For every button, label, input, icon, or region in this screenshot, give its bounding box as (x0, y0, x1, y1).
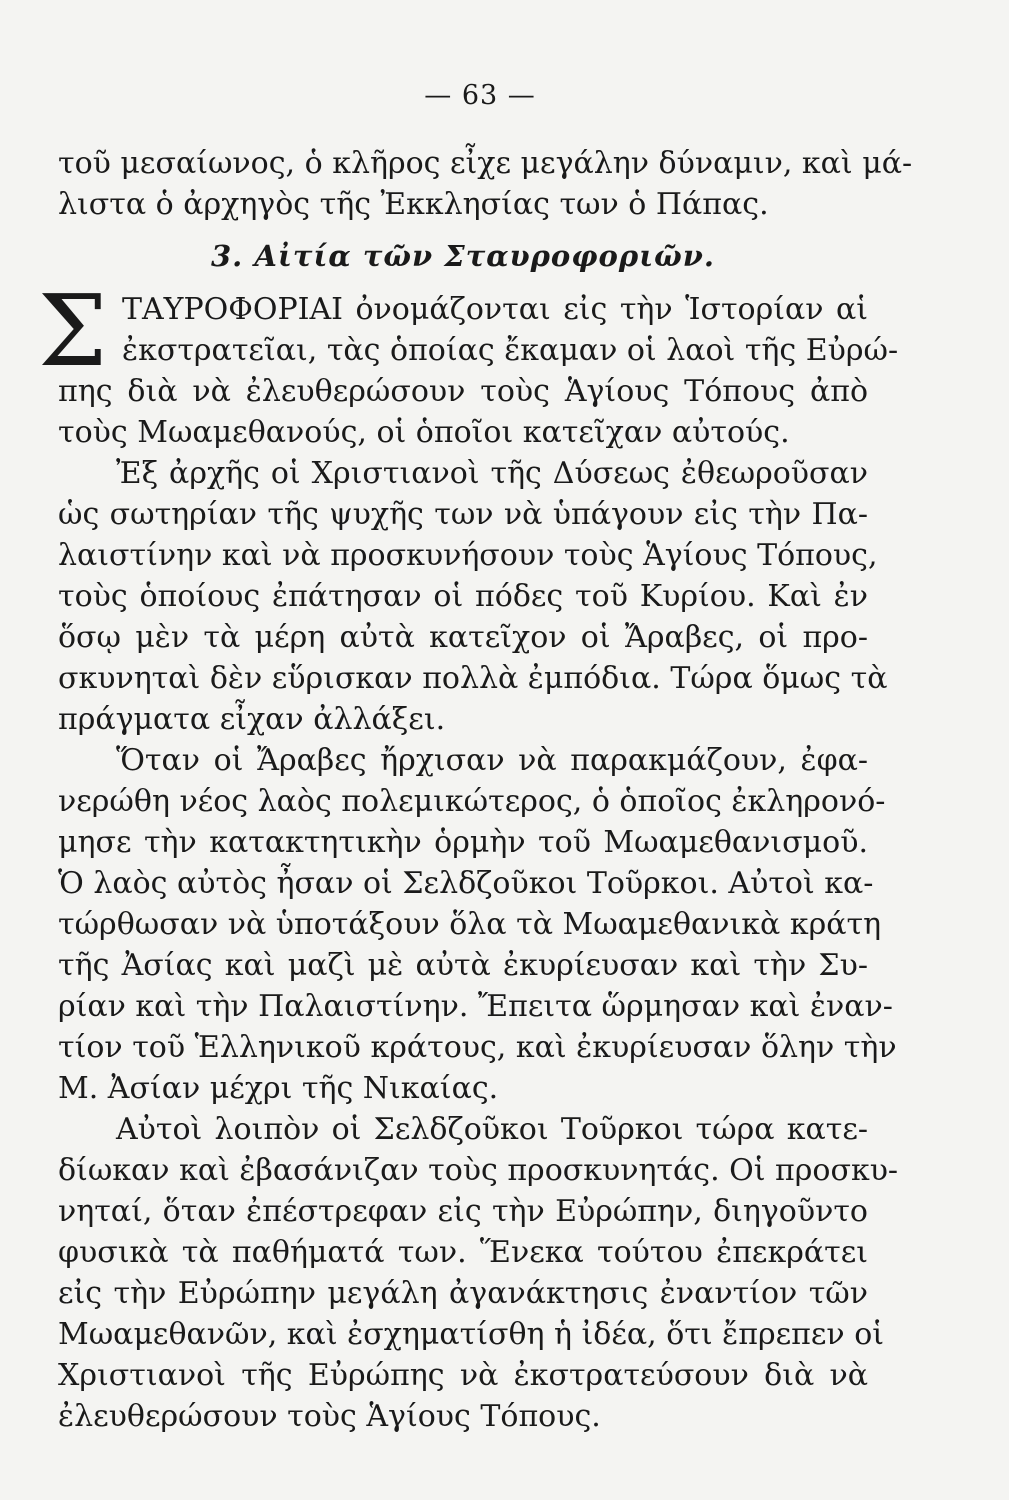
drop-cap: Σ (38, 275, 108, 389)
text-line: Ἐξ ἀρχῆς οἱ Χριστιανοὶ τῆς Δύσεως ἐθεωροῦσαν (116, 456, 868, 491)
text-line: ὡς σωτηρίαν τῆς ψυχῆς των νὰ ὑπάγουν εἰς τὴν Πα- (58, 497, 868, 532)
text-line: λαιστίνην καὶ νὰ προσκυνήσουν τοὺς Ἁγίους Τόπους, (58, 538, 878, 573)
body-text (38, 143, 913, 1437)
text-line: Μωαμεθανῶν, καὶ ἐσχηματίσθη ἡ ἰδέα, ὅτι ἔπρεπεν οἱ (58, 1317, 885, 1352)
text-line: τοῦ μεσαίωνος, ὁ κλῆρος εἶχε μεγάλην δύναμιν, καὶ μά- (58, 146, 913, 181)
text-line: τῆς Ἀσίας καὶ μαζὶ μὲ αὐτὰ ἐκυρίευσαν καὶ τὴν Συ- (58, 948, 868, 983)
text-line: ὅσῳ μὲν τὰ μέρη αὐτὰ κατεῖχον οἱ Ἄραβες, οἱ προ- (58, 620, 868, 655)
text-line: φυσικὰ τὰ παθήματά των. Ἕνεκα τούτου ἐπεκράτει (58, 1235, 868, 1270)
text-line: σκυνηταὶ δὲν εὕρισκαν πολλὰ ἐμπόδια. Τώρα ὅμως τὰ (58, 661, 888, 696)
text-line: ἐλευθερώσουν τοὺς Ἁγίους Τόπους. (58, 1399, 601, 1434)
text-line: λιστα ὁ ἀρχηγὸς τῆς Ἐκκλησίας των ὁ Πάπας. (58, 187, 769, 222)
section-paragraph (38, 275, 899, 453)
text-line: τοὺς Μωαμεθανούς, οἱ ὁποῖοι κατεῖχαν αὐτούς. (58, 415, 790, 450)
text-line: πης διὰ νὰ ἐλευθερώσουν τοὺς Ἁγίους Τόπους ἀπὸ (58, 374, 868, 409)
text-line: Χριστιανοὶ τῆς Εὐρώπης νὰ ἐκστρατεύσουν διὰ νὰ (58, 1358, 868, 1393)
text-line: τίον τοῦ Ἑλληνικοῦ κράτους, καὶ ἐκυρίευσαν ὅλην τὴν (58, 1030, 897, 1065)
text-line: Αὐτοὶ λοιπὸν οἱ Σελδζοῦκοι Τοῦρκοι τώρα κατε- (116, 1112, 868, 1147)
text-line: τώρθωσαν νὰ ὑποτάξουν ὅλα τὰ Μωαμεθανικὰ κράτη (58, 907, 882, 942)
text-line: δίωκαν καὶ ἐβασάνιζαν τοὺς προσκυνητάς. Οἱ προσκυ- (58, 1153, 899, 1188)
text-line: Μ. Ἀσίαν μέχρι τῆς Νικαίας. (58, 1071, 499, 1106)
text-line: τοὺς ὁποίους ἐπάτησαν οἱ πόδες τοῦ Κυρίου. Καὶ ἐν (58, 579, 868, 614)
text-line: Ὅταν οἱ Ἄραβες ἤρχισαν νὰ παρακμάζουν, ἐφα- (116, 743, 868, 778)
text-line: ἐκστρατεῖαι, τὰς ὁποίας ἔκαμαν οἱ λαοὶ τῆς Εὐρώ- (122, 333, 899, 368)
text-line: εἰς τὴν Εὐρώπην μεγάλη ἀγανάκτησις ἐναντίον τῶν (58, 1276, 868, 1311)
text-line: πράγματα εἶχαν ἀλλάξει. (58, 702, 446, 737)
text-line: νηταί, ὅταν ἐπέστρεφαν εἰς τὴν Εὐρώπην, διηγοῦντο (58, 1194, 868, 1229)
text-line: νερώθη νέος λαὸς πολεμικώτερος, ὁ ὁποῖος ἐκληρονό- (58, 784, 886, 819)
text-line: ΤΑΥΡΟΦΟΡΙΑΙ ὀνομάζονται εἰς τὴν Ἱστορίαν αἱ (122, 292, 868, 327)
text-line: ρίαν καὶ τὴν Παλαιστίνην. Ἔπειτα ὥρμησαν καὶ ἐναν- (58, 989, 893, 1024)
page-number: — 63 — (424, 80, 536, 111)
section-heading: 3. Αἰτία τῶν Σταυροφοριῶν. (210, 239, 716, 273)
text-line: Ὁ λαὸς αὐτὸς ἦσαν οἱ Σελδζοῦκοι Τοῦρκοι. Αὐτοὶ κα- (58, 866, 874, 901)
text-line: μησε τὴν κατακτητικὴν ὁρμὴν τοῦ Μωαμεθανισμοῦ. (58, 825, 868, 860)
